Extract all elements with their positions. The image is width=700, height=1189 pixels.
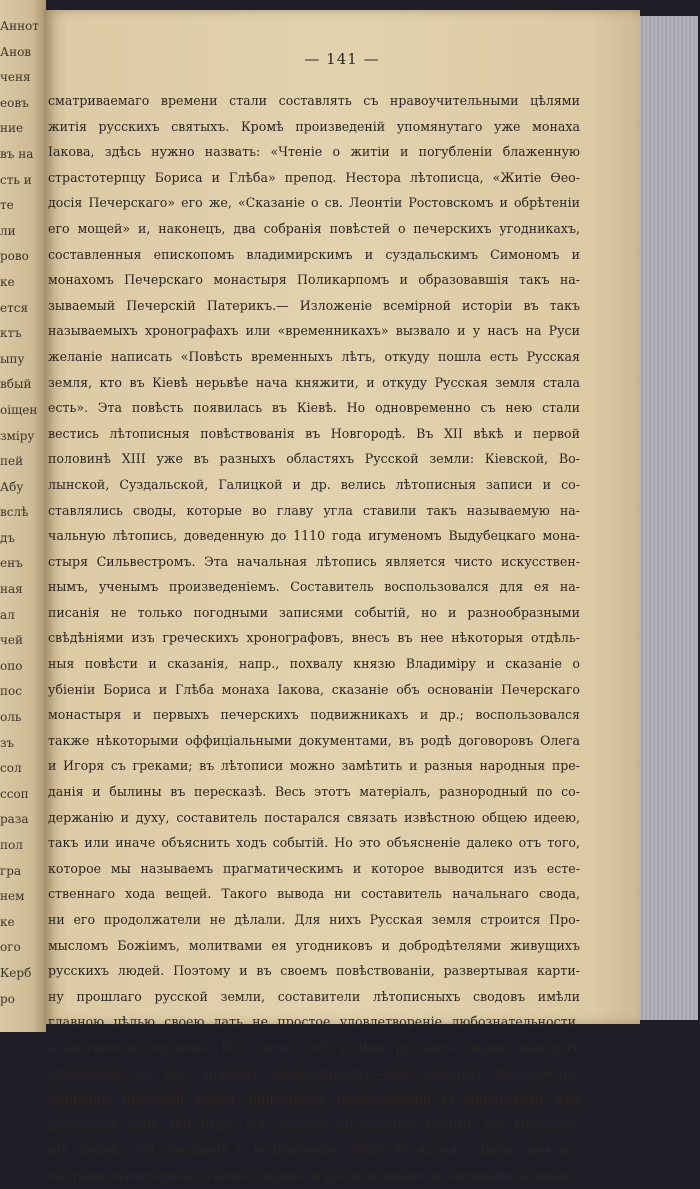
text-line: составленныя епископомъ владимирскимъ и суздальскимъ Симономъ и (48, 246, 580, 262)
left-page-fragment: зміру (0, 428, 35, 443)
left-page-fragment: опо (0, 658, 23, 673)
text-line: нымъ, ученымъ произведеніемъ. Составитель воспользовался для ея на- (48, 579, 580, 595)
left-page-fragment: сол (0, 761, 22, 776)
text-line: мысломъ Божіимъ, молитвами ея угодниковъ и добродѣтелями живущихъ (48, 937, 580, 953)
text-line: монастыря и первыхъ печерскихъ подвижникахъ и др.; воспользовался (48, 707, 580, 723)
left-page-fragment: ние (0, 121, 24, 136)
left-page-fragment: ого (0, 940, 21, 955)
text-line: писанія не только погодными записями событій, но и разнообразными (48, 604, 580, 620)
left-page-fragment: ро (0, 991, 15, 1006)
left-page-fragment: ктъ (0, 326, 22, 341)
text-line: духовному чину. Всѣ бѣды, всѣ напасти посылаются Богомъ для вразумле- (48, 1116, 580, 1132)
text-line: досія Печерскаго» его же, «Сказаніе о св. Леонтіи Ростовскомъ и обрѣтеніи (48, 195, 580, 211)
text-line: Іакова, здѣсь нужно назвать: «Чтеніе о житіи и погубленіи блаженную (48, 144, 580, 160)
text-line: его мощей» и, наконецъ, два собранія повѣстей о печерскихъ угодникахъ, (48, 220, 580, 236)
book-page-edges (636, 16, 698, 1020)
left-page-fragment: раза (0, 812, 29, 827)
text-line: объясненіе въ ихъ личныхъ добродѣтеляхъ—христіанскомъ благочестіи, (48, 1065, 580, 1081)
left-page-fragment: ке (0, 914, 15, 929)
left-page-fragment: сть и (0, 172, 32, 187)
left-page-fragment: нем (0, 889, 25, 904)
text-line: убіеніи Бориса и Глѣба монаха Іакова, сказаніе объ основаніи Печерскаго (48, 681, 580, 697)
left-page-fragment: ли (0, 223, 16, 238)
text-line: стыря Сильвестромъ. Эта начальная лѣтопись является чисто искусствен- (48, 553, 580, 569)
text-line: лынской, Суздальской, Галицкой и др. велись лѣтописныя записи и со- (48, 476, 580, 492)
text-line: а житейское поученіе: Всѣ удачи, всѣ успѣхи русскихъ людей находятъ (48, 1039, 580, 1055)
left-page-fragment: пей (0, 454, 24, 469)
left-page-fragment: ная (0, 582, 23, 597)
left-page-fragment: еовъ (0, 95, 29, 110)
text-line: есть». Эта повѣсть появилась въ Кіевѣ. Но одновременно съ нею стали (48, 400, 580, 416)
left-page-fragment: те (0, 198, 14, 213)
text-line: свѣдѣніями изъ греческихъ хронографовъ, внесъ въ нее нѣкоторыя отдѣль- (48, 630, 580, 646)
left-page-fragment: оіщен (0, 402, 38, 417)
text-line: смиреніи, братской любви, нищелюбіи, расположеніи къ иноческому или (48, 1091, 580, 1107)
left-page-fragment: Анов (0, 44, 32, 59)
text-line: держанію и духу, составитель постарался связать извѣстною общею идеею, (48, 809, 580, 825)
text-line: земля, кто въ Кіевѣ нерьвѣе нача княжити, и откуду Русская земля стала (48, 374, 580, 390)
left-page-fragment: оль (0, 710, 22, 725)
left-page-text (0, 14, 46, 1012)
left-page-fragment: енъ (0, 556, 23, 571)
left-page-fragment: гра (0, 863, 22, 878)
text-line: которое мы называемъ прагматическимъ и которое выводится изъ есте- (48, 860, 580, 876)
left-page-fragment: ке (0, 274, 15, 289)
text-line: ставлялись своды, которые во главу угла ставили такъ называемую на- (48, 502, 580, 518)
text-line: и Игоря съ греками; въ лѣтописи можно замѣтить и разныя народныя пре- (48, 758, 580, 774)
text-line: зываемый Печерскій Патерикъ.— Изложеніе всемірной исторіи въ такъ (48, 297, 580, 313)
left-page-fragment: въ на (0, 146, 34, 161)
left-page-fragment: пос (0, 684, 22, 699)
text-line: русскихъ людей. Поэтому и въ своемъ повѣствованіи, развертывая карти- (48, 963, 580, 979)
text-line: ни его продолжатели не дѣлали. Для нихъ Русская земля строится Про- (48, 912, 580, 927)
left-page-fragment: ал (0, 607, 15, 622)
text-line: данія и былины въ пересказѣ. Весь этотъ матеріалъ, разнородный по со- (48, 784, 580, 800)
text-line: называемыхъ хронографахъ или «временникахъ» вызвало и у насъ на Руси (48, 323, 580, 339)
left-page-fragment: вслѣ (0, 505, 29, 520)
page-number: — 141 — (304, 50, 380, 68)
left-page-fragment: Керб (0, 965, 32, 980)
body-text (48, 88, 586, 1189)
text-line: ну прошлаго русской земли, составители лѣтописныхъ сводовъ имѣли (48, 988, 580, 1004)
text-line: вестись лѣтописныя повѣствованія въ Новгородѣ. Въ XII вѣкѣ и первой (48, 425, 580, 441)
left-page-fragment: рово (0, 249, 29, 264)
left-page-fragment: вбый (0, 377, 32, 392)
left-page-fragment: ченя (0, 70, 31, 85)
text-line: желаніе написать «Повѣсть временныхъ лѣтъ, откуду пошла есть Русская (48, 348, 580, 364)
text-line: половинѣ XIII уже въ разныхъ областяхъ Русской земли: Кіевской, Во- (48, 451, 580, 467)
text-line: главною цѣлью своею дать не простое удовлетвореніе любознательности, (48, 1014, 580, 1030)
left-page-fragment: ыпу (0, 351, 25, 366)
left-page-fragment: Абу (0, 479, 24, 494)
text-line: монахомъ Печерскаго монастыря Поликарпомъ и образовавшія такъ на- (48, 272, 580, 288)
text-line: такъ или иначе объяснить ходъ событій. Но это объясненіе далеко отъ того, (48, 835, 580, 851)
text-line: ныя повѣсти и сказанія, напр., похвалу князю Владиміру и сказаніе о (48, 656, 580, 672)
right-page (44, 10, 640, 1183)
text-line: также нѣкоторыми оффиціальными документами, въ родѣ договоровъ Олега (48, 732, 580, 748)
left-page-fragment: дъ (0, 530, 16, 545)
text-line: чальную лѣтопись, доведенную до 1110 года игуменомъ Выдубецкаго мона- (48, 528, 580, 544)
left-page-fragment: чей (0, 633, 24, 648)
text-line: сматриваемаго времени стали составлять съ нравоучительными цѣлями (48, 93, 580, 108)
text-line: житія русскихъ святыхъ. Кромѣ произведеній упомянутаго уже монаха (48, 118, 580, 134)
text-line: нія людей, для наказанія и исправленія: «Богъ бо казнитъ рабы своя на- (48, 1142, 580, 1158)
text-line: пастьми различными, огнемъ и водою, и ратью и иными различными казньми». (48, 1167, 586, 1183)
left-page-fragment: пол (0, 838, 23, 852)
left-page-fragment: Аннот (0, 19, 39, 33)
left-page-fragment: ссоп (0, 786, 29, 801)
left-page (0, 0, 46, 1032)
left-page-fragment: зъ (0, 735, 15, 750)
left-page-fragment: ется (0, 300, 29, 315)
text-line: страстотерпцу Бориса и Глѣба» препод. Нестора лѣтописца, «Житіе Ѳео- (48, 169, 580, 185)
text-line: ственнаго хода вещей. Такого вывода ни составитель начальнаго свода, (48, 886, 580, 902)
